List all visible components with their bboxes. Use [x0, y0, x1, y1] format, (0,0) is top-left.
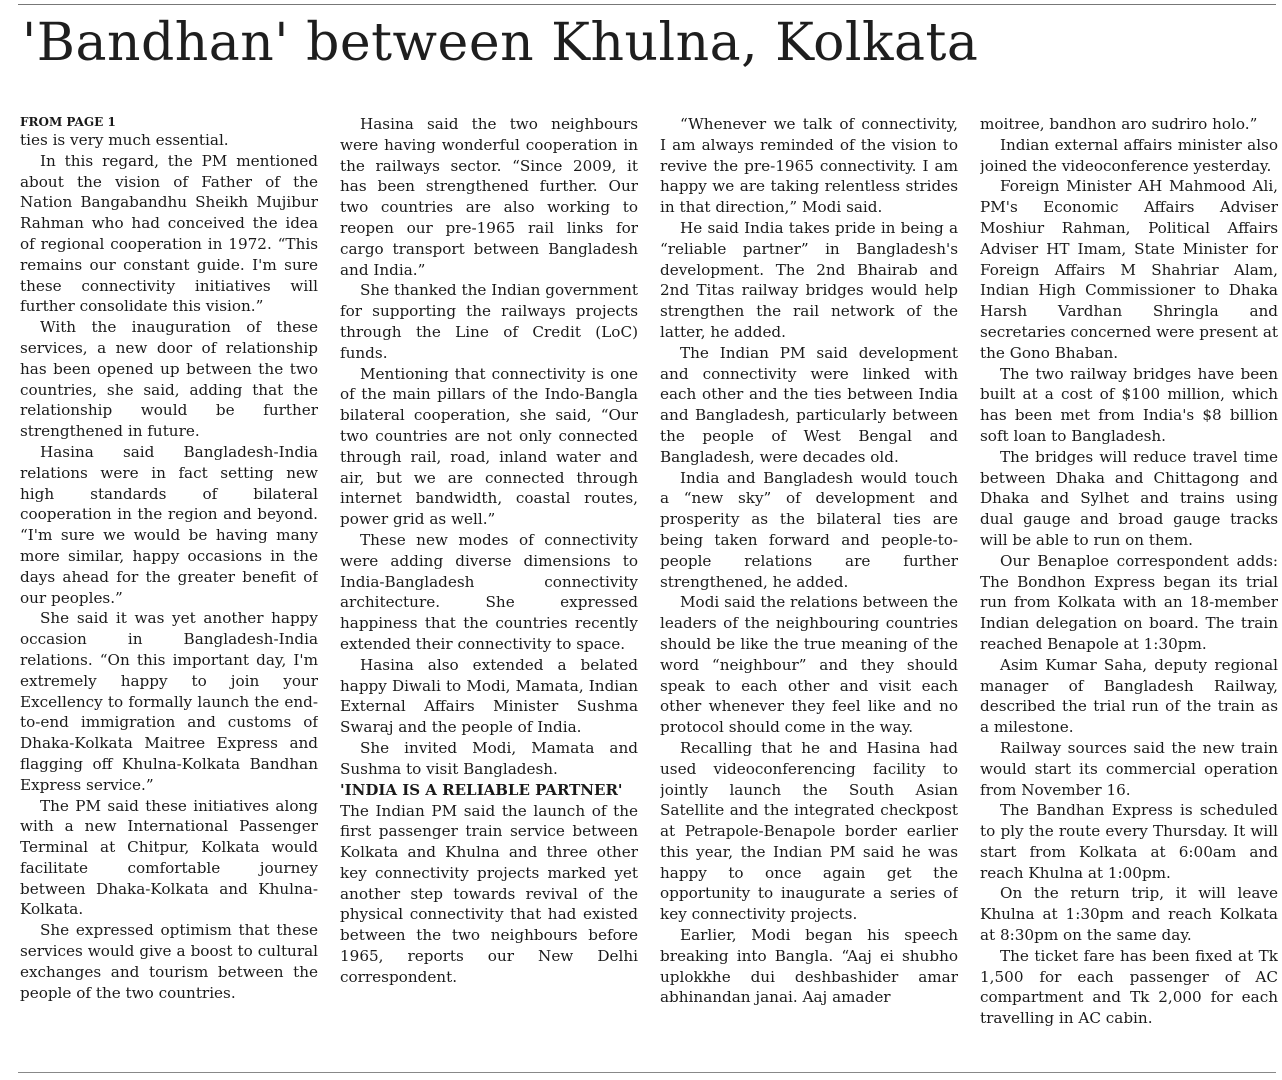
- paragraph: Hasina said the two neighbours were having wonderful cooperation in the railways sector. “Since 2009, it has been strengthened further. Our two countries are also working to reopen our pre-1965 rail links for cargo transport between Bangladesh and India.”: [340, 115, 638, 279]
- paragraph: She invited Modi, Mamata and Sushma to visit Bangladesh.: [340, 738, 638, 778]
- paragraph: Hasina said Bangladesh-India relations were in fact setting new high standards of bilateral cooperation in the region and beyond. “I'm sure we would be having many more similar, happy occasions in the days ahead for the greater benefit of our peoples.”: [20, 442, 318, 607]
- paragraph: On the return trip, it will leave Khulna at 1:30pm and reach Kolkata at 8:30pm on the same day.: [980, 884, 1278, 945]
- paragraph: Mentioning that connectivity is one of the main pillars of the Indo-Bangla bilateral cooperation, she said, “Our two countries are not only connected through rail, road, inland water and air, but we are connected through internet bandwidth, coastal routes, power grid as well.”: [340, 364, 638, 529]
- paragraph: The Bandhan Express is scheduled to ply the route every Thursday. It will start from Kolkata at 6:00am and reach Khulna at 1:00pm.: [980, 801, 1278, 882]
- paragraph: ties is very much essential.: [20, 131, 229, 149]
- paragraph: Indian external affairs minister also joined the videoconference yesterday.: [980, 135, 1278, 175]
- continued-from-label: FROM PAGE 1: [20, 115, 116, 129]
- column-1: [20, 114, 318, 1064]
- column-4: [980, 114, 1278, 1064]
- bottom-rule: [18, 1072, 1276, 1073]
- paragraph: The two railway bridges have been built at a cost of $100 million, which has been met from India's $8 billion soft loan to Bangladesh.: [980, 364, 1278, 445]
- paragraph: She thanked the Indian government for supporting the railways projects through the Line of Credit (LoC) funds.: [340, 281, 638, 362]
- paragraph: “Whenever we talk of connectivity, I am always reminded of the vision to revive the pre-1965 connectivity. I am happy we are taking relentless strides in that direction,” Modi said.: [660, 115, 958, 217]
- paragraph: The bridges will reduce travel time between Dhaka and Chittagong and Dhaka and Sylhet and trains using dual gauge and broad gauge tracks will be able to run on them.: [980, 447, 1278, 549]
- paragraph: She said it was yet another happy occasion in Bangladesh-India relations. “On this important day, I'm extremely happy to join your Excellency to formally launch the end-to-end immigration and customs of Dhaka-Kolkata Maitree Express and flagging off Khulna-Kolkata Bandhan Express service.”: [20, 609, 318, 794]
- paragraph: Foreign Minister AH Mahmood Ali, PM's Economic Affairs Adviser Moshiur Rahman, Political Affairs Adviser HT Imam, State Minister for Foreign Affairs M Shahriar Alam, Indian High Commissioner to Dhaka Harsh Vardhan Shringla and secretaries concerned were present at the Gono Bhaban.: [980, 177, 1278, 362]
- paragraph: Modi said the relations between the leaders of the neighbouring countries should be like the true meaning of the word “neighbour” and they should speak to each other and visit each other whenever they feel like and no protocol should come in the way.: [660, 593, 958, 737]
- subheading: 'INDIA IS A RELIABLE PARTNER': [340, 780, 623, 799]
- paragraph: The PM said these initiatives along with a new International Passenger Terminal at Chitpur, Kolkata would facilitate comfortable journey between Dhaka-Kolkata and Khulna-Kolkata.: [20, 796, 318, 919]
- paragraph: moitree, bandhon aro sudriro holo.”: [980, 115, 1258, 133]
- paragraph: India and Bangladesh would touch a “new sky” of development and prosperity as the bilateral ties are being taken forward and people-to-people relations are further strengthened, he added.: [660, 468, 958, 591]
- paragraph: Recalling that he and Hasina had used videoconferencing facility to jointly launch the South Asian Satellite and the integrated checkpost at Petrapole-Benapole border earlier this year, the Indian PM said he was happy to once again get the opportunity to inaugurate a series of key connectivity projects.: [660, 738, 958, 924]
- paragraph: With the inauguration of these services, a new door of relationship has been opened up between the two countries, she said, adding that the relationship would be further strengthened in future.: [20, 318, 318, 441]
- top-rule: [18, 4, 1276, 5]
- paragraph: Hasina also extended a belated happy Diwali to Modi, Mamata, Indian External Affairs Minister Sushma Swaraj and the people of India.: [340, 655, 638, 737]
- paragraph: The Indian PM said development and connectivity were linked with each other and the ties between India and Bangladesh, particularly between the people of West Bengal and Bangladesh, were decades old.: [660, 343, 958, 466]
- headline: 'Bandhan' between Khulna, Kolkata: [22, 13, 979, 73]
- article-columns: [20, 114, 1278, 1064]
- paragraph: In this regard, the PM mentioned about the vision of Father of the Nation Bangabandhu Sheikh Mujibur Rahman who had conceived the idea of regional cooperation in 1972. “This remains our constant guide. I'm sure these connectivity initiatives will further consolidate this vision.”: [20, 151, 318, 316]
- paragraph: Railway sources said the new train would start its commercial operation from November 16.: [980, 738, 1278, 799]
- column-2: [340, 114, 638, 1064]
- paragraph: The Indian PM said the launch of the first passenger train service between Kolkata and Khulna and three other key connectivity projects marked yet another step towards revival of the physical connectivity that had existed between the two neighbours before 1965, reports our New Delhi correspondent.: [340, 801, 638, 986]
- paragraph: The ticket fare has been fixed at Tk 1,500 for each passenger of AC compartment and Tk 2,000 for each travelling in AC cabin.: [980, 946, 1278, 1028]
- column-3: [660, 114, 958, 1064]
- paragraph: He said India takes pride in being a “reliable partner” in Bangladesh's development. The 2nd Bhairab and 2nd Titas railway bridges would help strengthen the rail network of the latter, he added.: [660, 218, 958, 341]
- paragraph: Asim Kumar Saha, deputy regional manager of Bangladesh Railway, described the trial run of the train as a milestone.: [980, 655, 1278, 737]
- paragraph: These new modes of connectivity were adding diverse dimensions to India-Bangladesh connectivity architecture. She expressed happiness that the countries recently extended their connectivity to space.: [340, 530, 638, 653]
- paragraph: Earlier, Modi began his speech breaking into Bangla. “Aaj ei shubho uplokkhe dui deshbashider amar abhinandan janai. Aaj amader: [660, 926, 958, 1007]
- paragraph: She expressed optimism that these services would give a boost to cultural exchanges and tourism between the people of the two countries.: [20, 921, 318, 1002]
- paragraph: Our Benaploe correspondent adds: The Bondhon Express began its trial run from Kolkata with an 18-member Indian delegation on board. The train reached Benapole at 1:30pm.: [980, 551, 1278, 653]
